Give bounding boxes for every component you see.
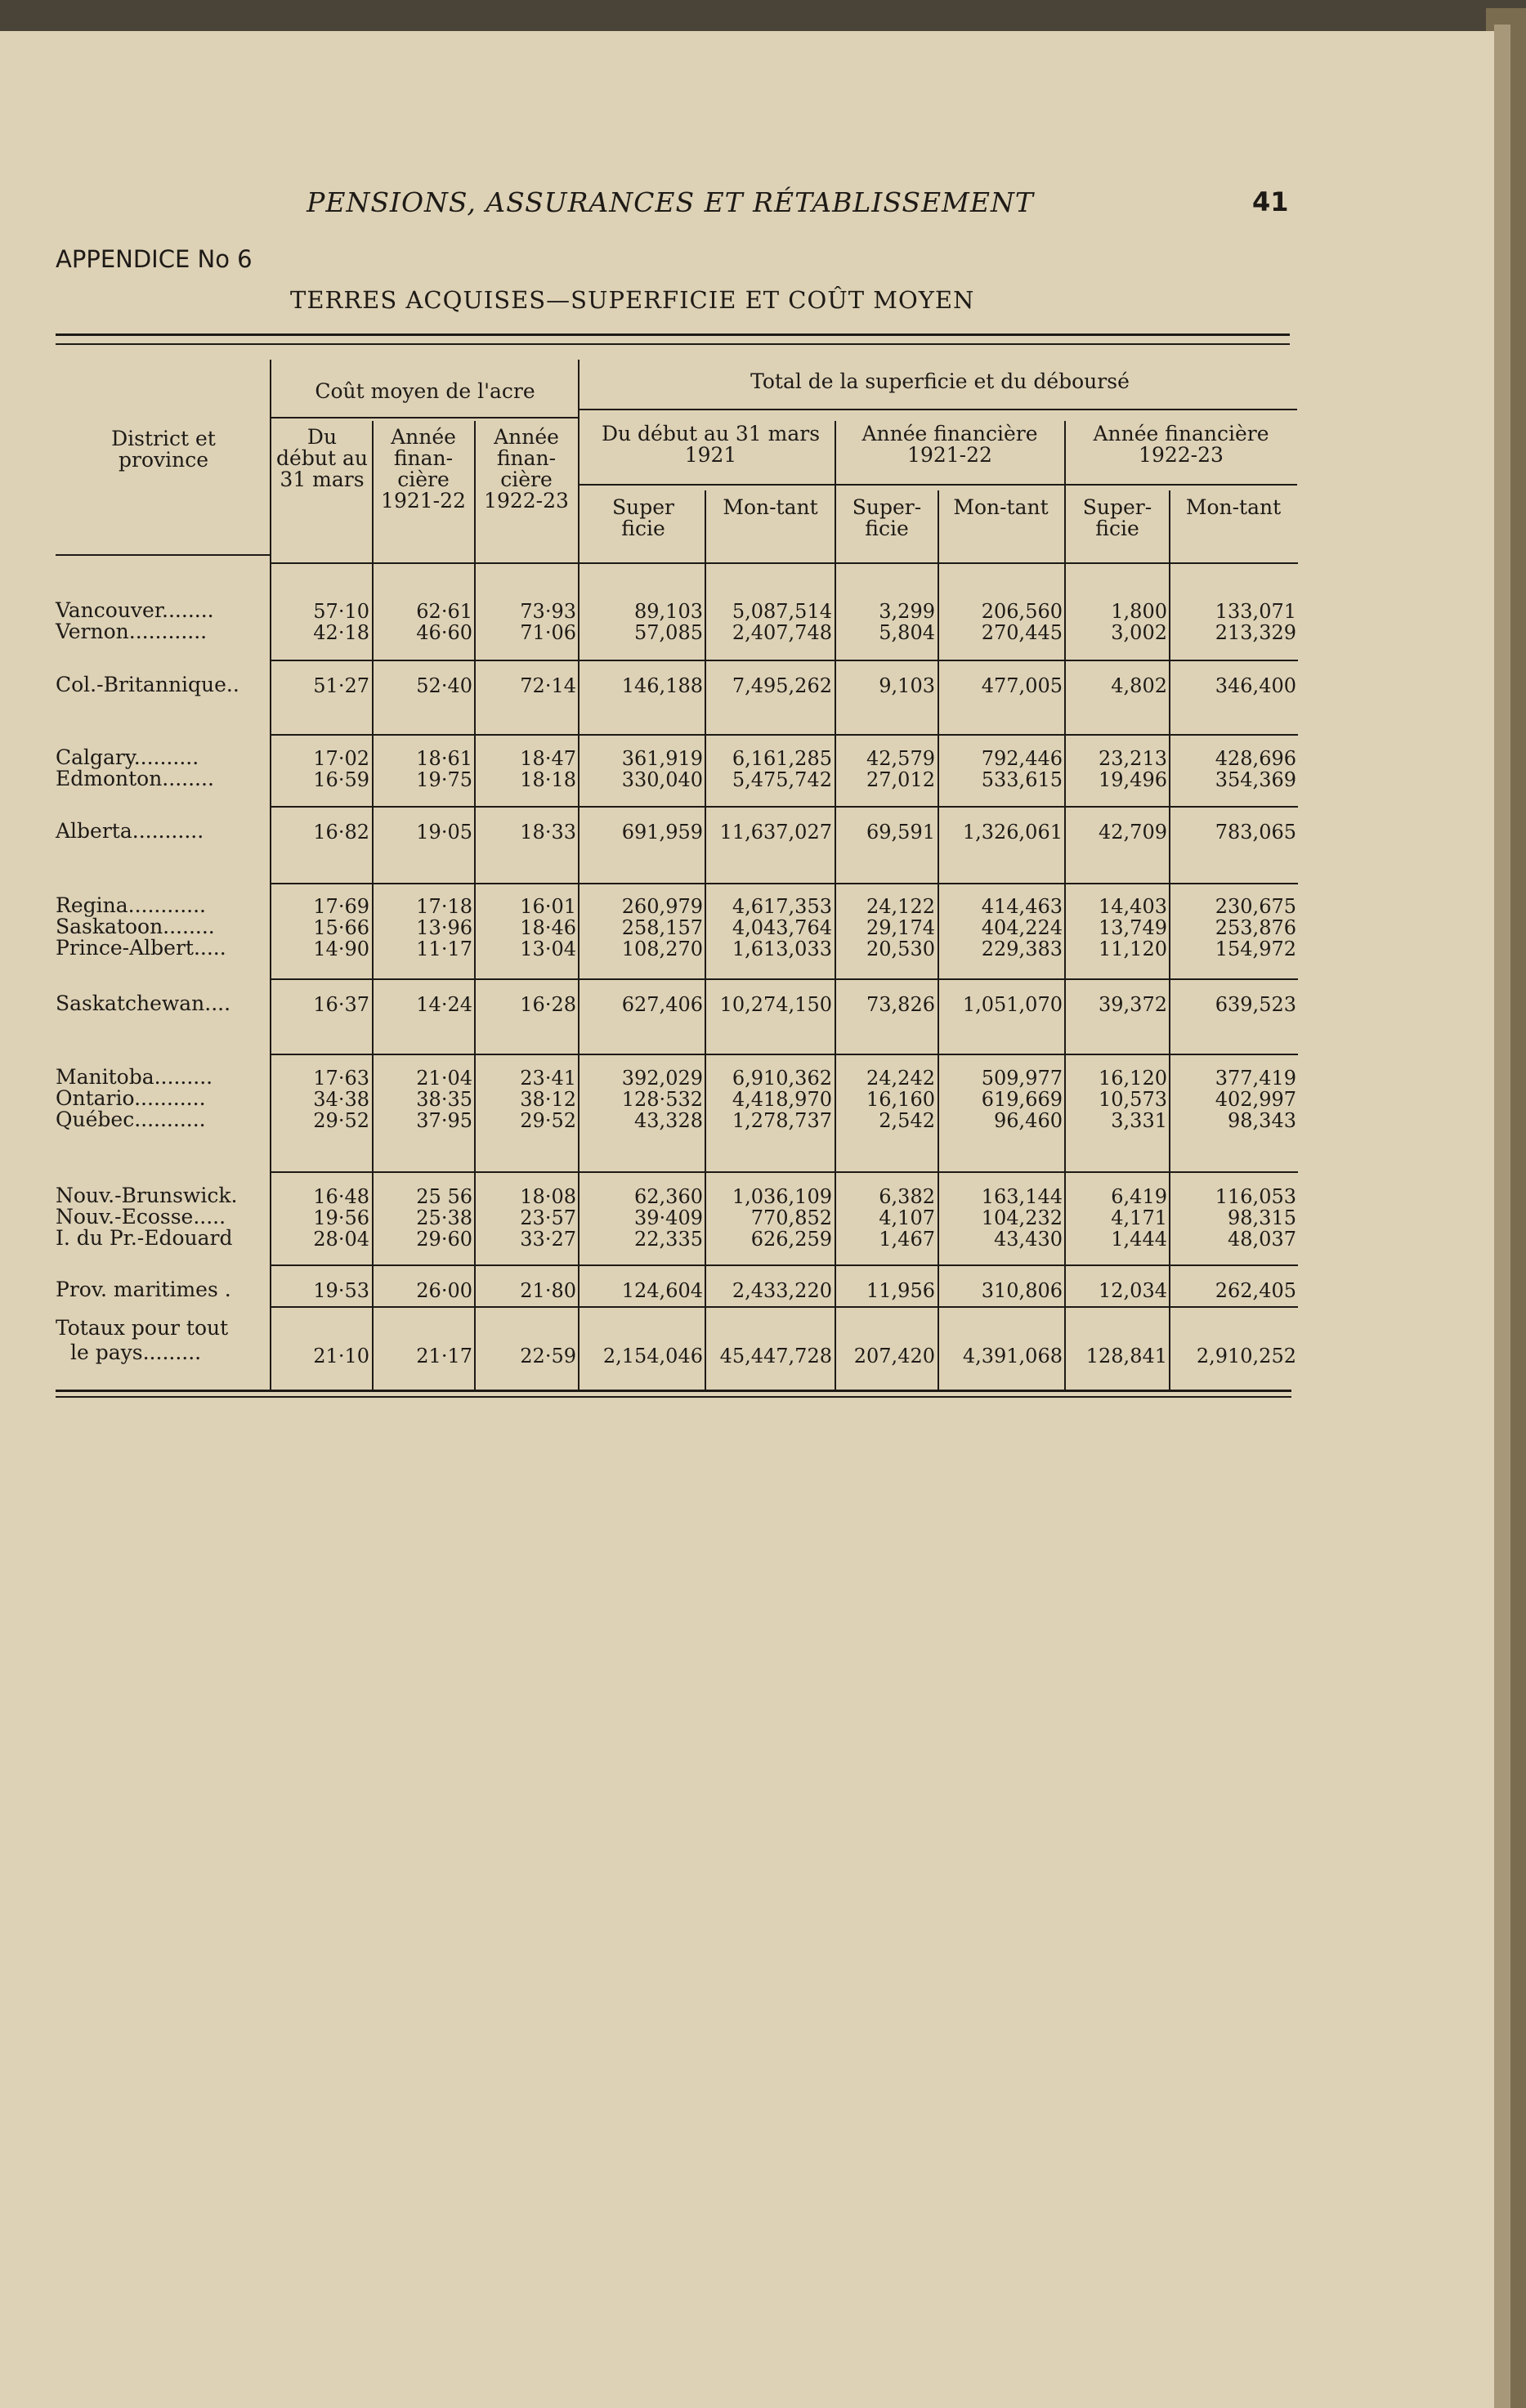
cell-s3: 3,002	[1111, 621, 1167, 644]
cell-s3: 6,419	[1111, 1185, 1167, 1208]
top-shadow	[0, 0, 1526, 33]
district-name: Manitoba.........	[56, 1065, 213, 1089]
header-grp-1922-23: Année financière 1922-23	[1093, 422, 1269, 467]
cell-m3: 116,053	[1215, 1185, 1296, 1208]
cell-s2: 16,160	[866, 1088, 935, 1111]
grand-total-m3: 2,910,252	[1196, 1345, 1296, 1367]
col-divider	[938, 490, 939, 1390]
grand-total-m2: 4,391,068	[962, 1345, 1063, 1367]
cell-s2: 29,174	[866, 916, 935, 939]
district-name: Prince-Albert.....	[56, 936, 226, 960]
cell-c3: 18·18	[520, 768, 576, 791]
cell-s1: 108,270	[621, 938, 703, 960]
cell-c2: 38·35	[416, 1088, 472, 1111]
cell-c2: 13·96	[416, 916, 472, 939]
cell-c3: 23·41	[520, 1067, 576, 1090]
header-cout-moyen: Coût moyen de l'acre	[315, 379, 535, 403]
cell-m3: 230,675	[1215, 895, 1296, 918]
cell-c3: 16·01	[520, 895, 576, 918]
cell-c1: 14·90	[313, 938, 369, 960]
cell-m1: 770,852	[750, 1206, 832, 1229]
cell-m2: 310,806	[981, 1279, 1063, 1302]
cell-c3: 18·47	[520, 747, 576, 770]
cell-c2: 19·05	[416, 821, 472, 844]
row-separator	[270, 1171, 1298, 1173]
grand-total-name: Totaux pour tout	[56, 1316, 229, 1340]
cell-s2: 5,804	[879, 621, 935, 644]
cell-s3: 42,709	[1099, 821, 1167, 844]
header-total: Total de la superficie et du déboursé	[750, 369, 1130, 393]
cell-c2: 46·60	[416, 621, 472, 644]
cell-s3: 23,213	[1099, 747, 1167, 770]
header-superficie: Super-ficie	[852, 495, 922, 540]
cell-s1: 22,335	[634, 1228, 703, 1251]
cell-c3: 13·04	[520, 938, 576, 960]
cell-c2: 25·38	[416, 1206, 472, 1229]
cell-s1: 260,979	[621, 895, 703, 918]
header-annee-1922-23: Année finan-cière 1922-23	[484, 425, 569, 512]
bottom-rule-2	[56, 1396, 1291, 1398]
cell-s1: 124,604	[621, 1279, 703, 1302]
cell-m3: 639,523	[1215, 993, 1296, 1016]
cell-c1: 17·02	[313, 747, 369, 770]
cell-s3: 4,171	[1111, 1206, 1167, 1229]
col-divider	[578, 360, 580, 1390]
cell-s1: 258,157	[621, 916, 703, 939]
cell-c1: 16·48	[313, 1185, 369, 1208]
table-title: TERRES ACQUISES—SUPERFICIE ET COÛT MOYEN	[290, 286, 975, 314]
cell-m1: 2,433,220	[732, 1279, 832, 1302]
header-grp-1921-22: Année financière 1921-22	[861, 422, 1038, 467]
district-name: Regina............	[56, 893, 206, 917]
cell-c1: 19·56	[313, 1206, 369, 1229]
cell-c1: 16·59	[313, 768, 369, 791]
cell-m1: 2,407,748	[732, 621, 832, 644]
cell-m2: 404,224	[981, 916, 1063, 939]
cell-m1: 7,495,262	[732, 674, 832, 697]
cell-s3: 11,120	[1099, 938, 1167, 960]
cell-c2: 62·61	[416, 600, 472, 623]
header-grp-debut: Du début au 31 mars 1921	[601, 422, 821, 467]
cell-c1: 34·38	[313, 1088, 369, 1111]
cell-c3: 18·08	[520, 1185, 576, 1208]
cell-c3: 18·33	[520, 821, 576, 844]
col-divider	[1169, 490, 1170, 1390]
grand-total-s1: 2,154,046	[602, 1345, 703, 1367]
cell-s3: 16,120	[1099, 1067, 1167, 1090]
cell-c3: 18·46	[520, 916, 576, 939]
district-name: Vancouver........	[56, 598, 214, 622]
cell-s2: 24,122	[866, 895, 935, 918]
cell-m3: 783,065	[1215, 821, 1296, 844]
cell-m3: 213,329	[1215, 621, 1296, 644]
header-superficie: Super ficie	[612, 495, 674, 540]
cell-m1: 4,617,353	[732, 895, 832, 918]
cell-m2: 477,005	[981, 674, 1063, 697]
grand-total-name: le pays.........	[70, 1341, 202, 1364]
page-number: 41	[1252, 186, 1289, 217]
cell-m2: 509,977	[981, 1067, 1063, 1090]
district-name: Ontario...........	[56, 1086, 206, 1110]
cell-s3: 19,496	[1099, 768, 1167, 791]
cell-s1: 627,406	[621, 993, 703, 1016]
district-name: Québec...........	[56, 1108, 206, 1131]
header-district: District et province	[111, 427, 216, 472]
cell-m3: 354,369	[1215, 768, 1296, 791]
cell-s2: 3,299	[879, 600, 935, 623]
cell-m1: 4,418,970	[732, 1088, 832, 1111]
row-separator	[270, 883, 1298, 884]
cell-c1: 19·53	[313, 1279, 369, 1302]
province-total-name: Alberta...........	[56, 819, 204, 843]
cell-c3: 21·80	[520, 1279, 576, 1302]
cell-m1: 1,036,109	[732, 1185, 832, 1208]
cell-m1: 1,278,737	[732, 1109, 832, 1132]
top-rule	[56, 333, 1290, 336]
cell-s1: 128·532	[621, 1088, 703, 1111]
cell-s2: 11,956	[866, 1279, 935, 1302]
cell-s2: 20,530	[866, 938, 935, 960]
cell-s2: 1,467	[879, 1228, 935, 1251]
row-separator	[270, 1264, 1298, 1266]
cell-c2: 29·60	[416, 1228, 472, 1251]
cell-c3: 72·14	[520, 674, 576, 697]
cell-s3: 13,749	[1099, 916, 1167, 939]
cell-m1: 626,259	[750, 1228, 832, 1251]
cell-c2: 14·24	[416, 993, 472, 1016]
cell-c3: 38·12	[520, 1088, 576, 1111]
header-montant: Mon-tant	[1185, 495, 1282, 519]
cell-c1: 16·37	[313, 993, 369, 1016]
cell-m1: 1,613,033	[732, 938, 832, 960]
grand-total-c1: 21·10	[313, 1345, 369, 1367]
cell-m2: 270,445	[981, 621, 1063, 644]
header-rule	[578, 409, 1297, 410]
grand-total-m1: 45,447,728	[719, 1345, 832, 1367]
cell-s1: 43,328	[634, 1109, 703, 1132]
grand-total-s3: 128,841	[1085, 1345, 1167, 1367]
cell-s2: 6,382	[879, 1185, 935, 1208]
cell-c2: 26·00	[416, 1279, 472, 1302]
cell-m2: 533,615	[981, 768, 1063, 791]
cell-s2: 69,591	[866, 821, 935, 844]
district-name: Calgary..........	[56, 745, 199, 769]
cell-m3: 154,972	[1215, 938, 1296, 960]
header-montant: Mon-tant	[723, 495, 818, 519]
header-rule	[578, 484, 1297, 486]
cell-m3: 346,400	[1215, 674, 1296, 697]
cell-c2: 37·95	[416, 1109, 472, 1132]
cell-m1: 4,043,764	[732, 916, 832, 939]
cell-c3: 23·57	[520, 1206, 576, 1229]
province-total-name: Col.-Britannique..	[56, 673, 239, 696]
grand-total-c2: 21·17	[416, 1345, 472, 1367]
cell-m2: 1,326,061	[962, 821, 1063, 844]
cell-c2: 19·75	[416, 768, 472, 791]
header-annee-1921-22: Année finan-cière 1921-22	[381, 425, 466, 512]
row-separator	[270, 1054, 1298, 1055]
cell-c2: 25 56	[416, 1185, 472, 1208]
district-name: Nouv.-Brunswick.	[56, 1184, 238, 1207]
cell-s1: 392,029	[621, 1067, 703, 1090]
cell-c1: 16·82	[313, 821, 369, 844]
cell-m1: 11,637,027	[719, 821, 832, 844]
cell-m2: 206,560	[981, 600, 1063, 623]
cell-c1: 29·52	[313, 1109, 369, 1132]
cell-c3: 73·93	[520, 600, 576, 623]
cell-c3: 71·06	[520, 621, 576, 644]
cell-m2: 96,460	[994, 1109, 1063, 1132]
running-head: PENSIONS, ASSURANCES ET RÉTABLISSEMENT	[307, 186, 1034, 218]
cell-s1: 89,103	[634, 600, 703, 623]
cell-m3: 402,997	[1215, 1088, 1296, 1111]
row-separator	[270, 806, 1298, 808]
cell-c1: 17·63	[313, 1067, 369, 1090]
cell-s2: 2,542	[879, 1109, 935, 1132]
row-separator	[270, 1306, 1298, 1308]
province-total-name: Saskatchewan....	[56, 991, 231, 1015]
cell-c3: 29·52	[520, 1109, 576, 1132]
cell-s3: 14,403	[1099, 895, 1167, 918]
header-du-debut: Du début au 31 mars	[276, 425, 368, 491]
cell-m1: 5,475,742	[732, 768, 832, 791]
cell-m3: 253,876	[1215, 916, 1296, 939]
cell-s1: 330,040	[621, 768, 703, 791]
district-name: Edmonton........	[56, 767, 214, 790]
cell-s2: 27,012	[866, 768, 935, 791]
cell-c1: 57·10	[313, 600, 369, 623]
cell-m2: 1,051,070	[962, 993, 1063, 1016]
cell-s3: 1,800	[1111, 600, 1167, 623]
cell-s2: 73,826	[866, 993, 935, 1016]
district-name: Saskatoon........	[56, 915, 215, 938]
cell-c2: 17·18	[416, 895, 472, 918]
cell-m3: 98,315	[1228, 1206, 1296, 1229]
cell-m2: 104,232	[981, 1206, 1063, 1229]
cell-s3: 10,573	[1099, 1088, 1167, 1111]
district-name: I. du Pr.-Edouard	[56, 1226, 233, 1250]
cell-c3: 33·27	[520, 1228, 576, 1251]
header-rule	[270, 417, 578, 418]
cell-s1: 62,360	[634, 1185, 703, 1208]
cell-s3: 4,802	[1111, 674, 1167, 697]
cell-s1: 57,085	[634, 621, 703, 644]
cell-m3: 262,405	[1215, 1279, 1296, 1302]
cell-s1: 361,919	[621, 747, 703, 770]
cell-m3: 133,071	[1215, 600, 1296, 623]
header-montant: Mon-tant	[953, 495, 1049, 519]
cell-m1: 6,910,362	[732, 1067, 832, 1090]
cell-s3: 1,444	[1111, 1228, 1167, 1251]
cell-s1: 691,959	[621, 821, 703, 844]
cell-m3: 98,343	[1228, 1109, 1296, 1132]
row-separator	[270, 660, 1298, 661]
cell-m2: 229,383	[981, 938, 1063, 960]
cell-s2: 4,107	[879, 1206, 935, 1229]
cell-m2: 163,144	[981, 1185, 1063, 1208]
cell-s2: 24,242	[866, 1067, 935, 1090]
district-name: Vernon............	[56, 620, 208, 643]
cell-m2: 43,430	[994, 1228, 1063, 1251]
col-divider	[705, 490, 706, 1390]
cell-c1: 17·69	[313, 895, 369, 918]
cell-m1: 5,087,514	[732, 600, 832, 623]
cell-c1: 15·66	[313, 916, 369, 939]
cell-c2: 52·40	[416, 674, 472, 697]
cell-c2: 21·04	[416, 1067, 472, 1090]
row-separator	[270, 978, 1298, 980]
cell-s2: 9,103	[879, 674, 935, 697]
top-rule-2	[56, 343, 1290, 345]
cell-s2: 42,579	[866, 747, 935, 770]
row-separator	[270, 734, 1298, 736]
cell-s1: 39·409	[634, 1206, 703, 1229]
page-edge-inner	[1494, 25, 1510, 2408]
cell-s3: 3,331	[1111, 1109, 1167, 1132]
grand-total-s2: 207,420	[853, 1345, 935, 1367]
appendix-label: APPENDICE No 6	[56, 245, 253, 273]
cell-m3: 428,696	[1215, 747, 1296, 770]
cell-m2: 414,463	[981, 895, 1063, 918]
cell-s3: 12,034	[1099, 1279, 1167, 1302]
cell-s3: 39,372	[1099, 993, 1167, 1016]
header-superficie: Super-ficie	[1082, 495, 1152, 540]
cell-m2: 792,446	[981, 747, 1063, 770]
cell-s1: 146,188	[621, 674, 703, 697]
province-total-name: Prov. maritimes .	[56, 1278, 231, 1301]
bottom-rule	[56, 1390, 1291, 1392]
cell-m1: 6,161,285	[732, 747, 832, 770]
cell-c1: 42·18	[313, 621, 369, 644]
grand-total-c3: 22·59	[520, 1345, 576, 1367]
cell-c3: 16·28	[520, 993, 576, 1016]
cell-m3: 48,037	[1228, 1228, 1296, 1251]
cell-m1: 10,274,150	[719, 993, 832, 1016]
header-rule	[270, 562, 1298, 564]
cell-c1: 28·04	[313, 1228, 369, 1251]
cell-c2: 18·61	[416, 747, 472, 770]
cell-m2: 619,669	[981, 1088, 1063, 1111]
district-name: Nouv.-Ecosse.....	[56, 1205, 226, 1229]
cell-c2: 11·17	[416, 938, 472, 960]
cell-m3: 377,419	[1215, 1067, 1296, 1090]
cell-c1: 51·27	[313, 674, 369, 697]
header-rule	[56, 554, 270, 556]
